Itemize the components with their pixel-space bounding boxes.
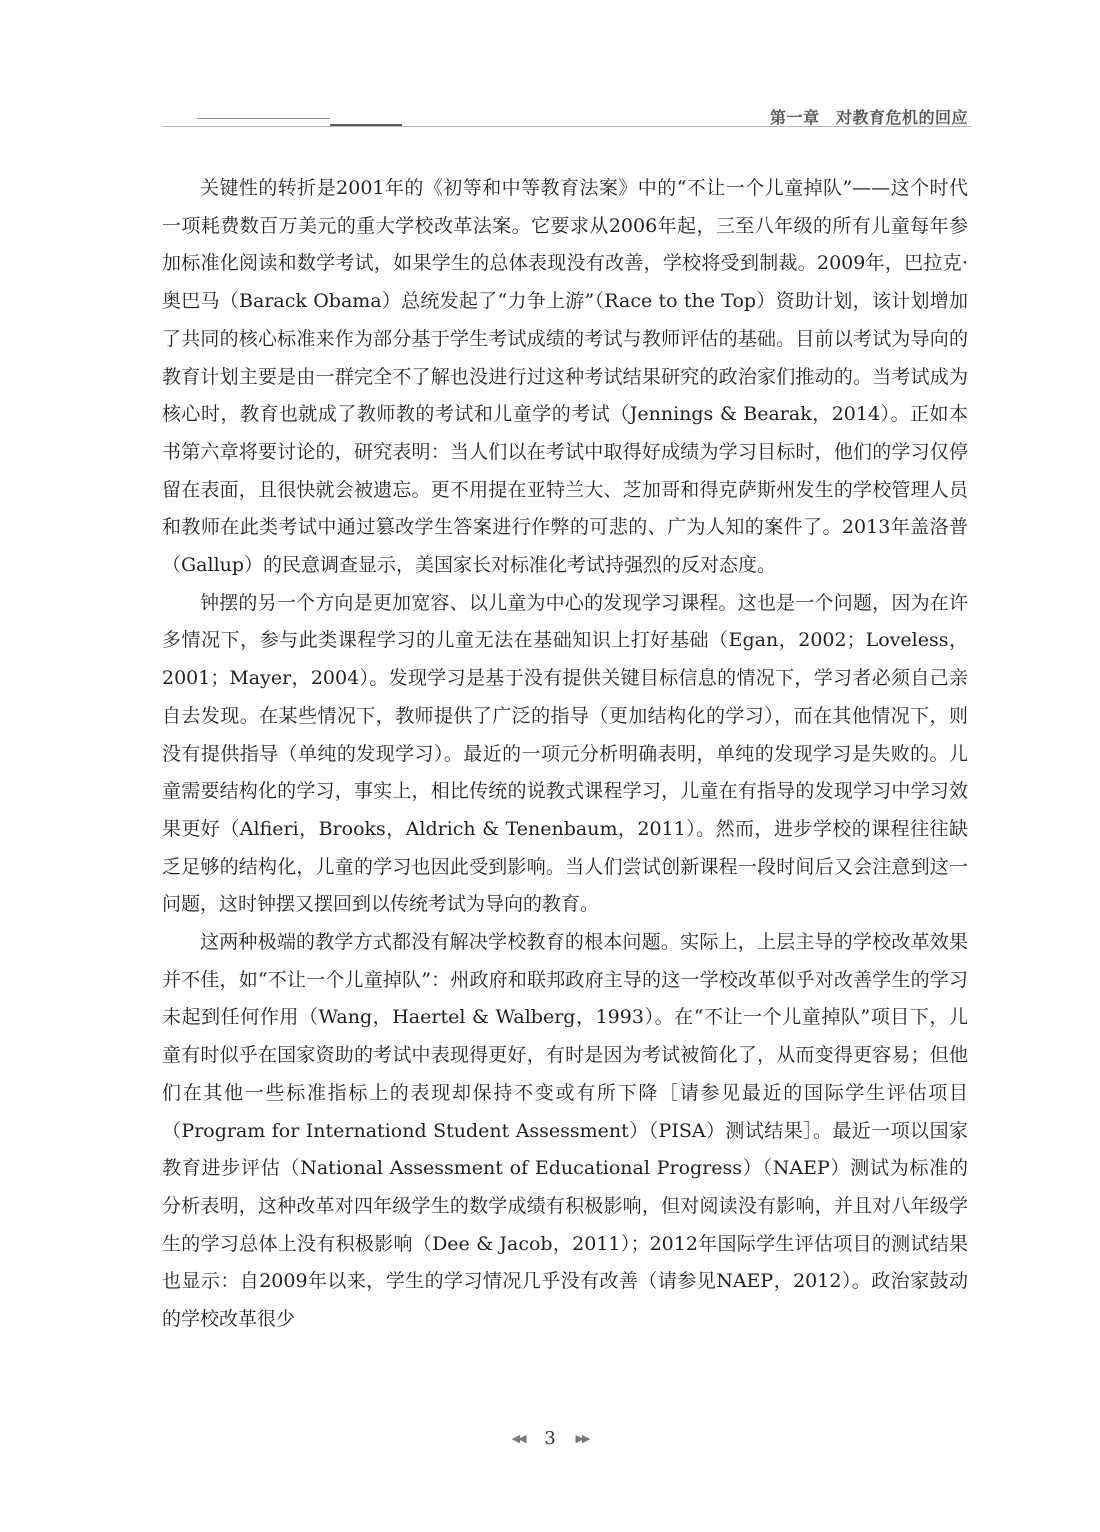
paragraph: 关键性的转折是2001年的《初等和中等教育法案》中的“不让一个儿童掉队”——这个时代一项耗费数百万美元的重大学校改革法案。它要求从2006年起，三至八年级的所有儿童每年参加标准化阅读和数学考试，如果学生的总体表现没有改善，学校将受到制裁。2009年，巴拉克·奥巴马（Barack Obama）总统发起了“力争上游”（Race to the Top）资助计划，该计划增加了共同的核心标准来作为部分基于学生考试成绩的考试与教师评估的基础。目前以考试为导向的教育计划主要是由一群完全不了解也没进行过这种考试结果研究的政治家们推动的。当考试成为核心时，教育也就成了教师教的考试和儿童学的考试（Jennings & Bearak，2014）。正如本书第六章将要讨论的，研究表明：当人们以在考试中取得好成绩为学习目标时，他们的学习仅停留在表面，且很快就会被遗忘。更不用提在亚特兰大、芝加哥和得克萨斯州发生的学校管理人员和教师在此类考试中通过篡改学生答案进行作弊的可悲的、广为人知的案件了。2013年盖洛普（Gallup）的民意调查显示，美国家长对标准化考试持强烈的反对态度。 <box>162 177 968 577</box>
previous-page-arrows-icon: ◀◀ <box>511 1432 525 1445</box>
chapter-title: 第一章 对教育危机的回应 <box>769 108 968 127</box>
paragraph: 钟摆的另一个方向是更加宽容、以儿童为中心的发现学习课程。这也是一个问题，因为在许多情况下，参与此类课程学习的儿童无法在基础知识上打好基础（Egan，2002；Loveless，2001；Mayer，2004）。发现学习是基于没有提供关键目标信息的情况下，学习者必须自己亲自去发现。在某些情况下，教师提供了广泛的指导（更加结构化的学习），而在其他情况下，则没有提供指导（单纯的发现学习）。最近的一项元分析明确表明，单纯的发现学习是失败的。儿童需要结构化的学习，事实上，相比传统的说教式课程学习，儿童在有指导的发现学习中学习效果更好（Alfieri，Brooks，Aldrich & Tenenbaum，2011）。然而，进步学校的课程往往缺乏足够的结构化，儿童的学习也因此受到影响。当人们尝试创新课程一段时间后又会注意到这一问题，这时钟摆又摆回到以传统考试为导向的教育。 <box>162 591 968 916</box>
page-header <box>0 0 1100 140</box>
next-page-arrows-icon: ▶▶ <box>575 1432 589 1445</box>
page-number: 3 <box>544 1428 556 1449</box>
paragraph: 这两种极端的教学方式都没有解决学校教育的根本问题。实际上，上层主导的学校改革效果并不佳，如“不让一个儿童掉队”：州政府和联邦政府主导的这一学校改革似乎对改善学生的学习未起到任何作用（Wang，Haertel & Walberg，1993）。在“不让一个儿童掉队”项目下，儿童有时似乎在国家资助的考试中表现得更好，有时是因为考试被简化了，从而变得更容易；但他们在其他一些标准指标上的表现却保持不变或有所下降［请参见最近的国际学生评估项目（Program for Internationd Student Assessment）（PISA）测试结果］。最近一项以国家教育进步评估（National Assessment of Educational Progress）（NAEP）测试为标准的分析表明，这种改革对四年级学生的数学成绩有积极影响，但对阅读没有影响，并且对八年级学生的学习总体上没有积极影响（Dee & Jacob，2011）；2012年国际学生评估项目的测试结果也显示：自2009年以来，学生的学习情况几乎没有改善（请参见NAEP，2012）。政治家鼓动的学校改革很少 <box>162 931 968 1331</box>
page-footer <box>0 1428 1100 1449</box>
body-text <box>162 170 968 1339</box>
header-decorative-line <box>197 118 330 119</box>
